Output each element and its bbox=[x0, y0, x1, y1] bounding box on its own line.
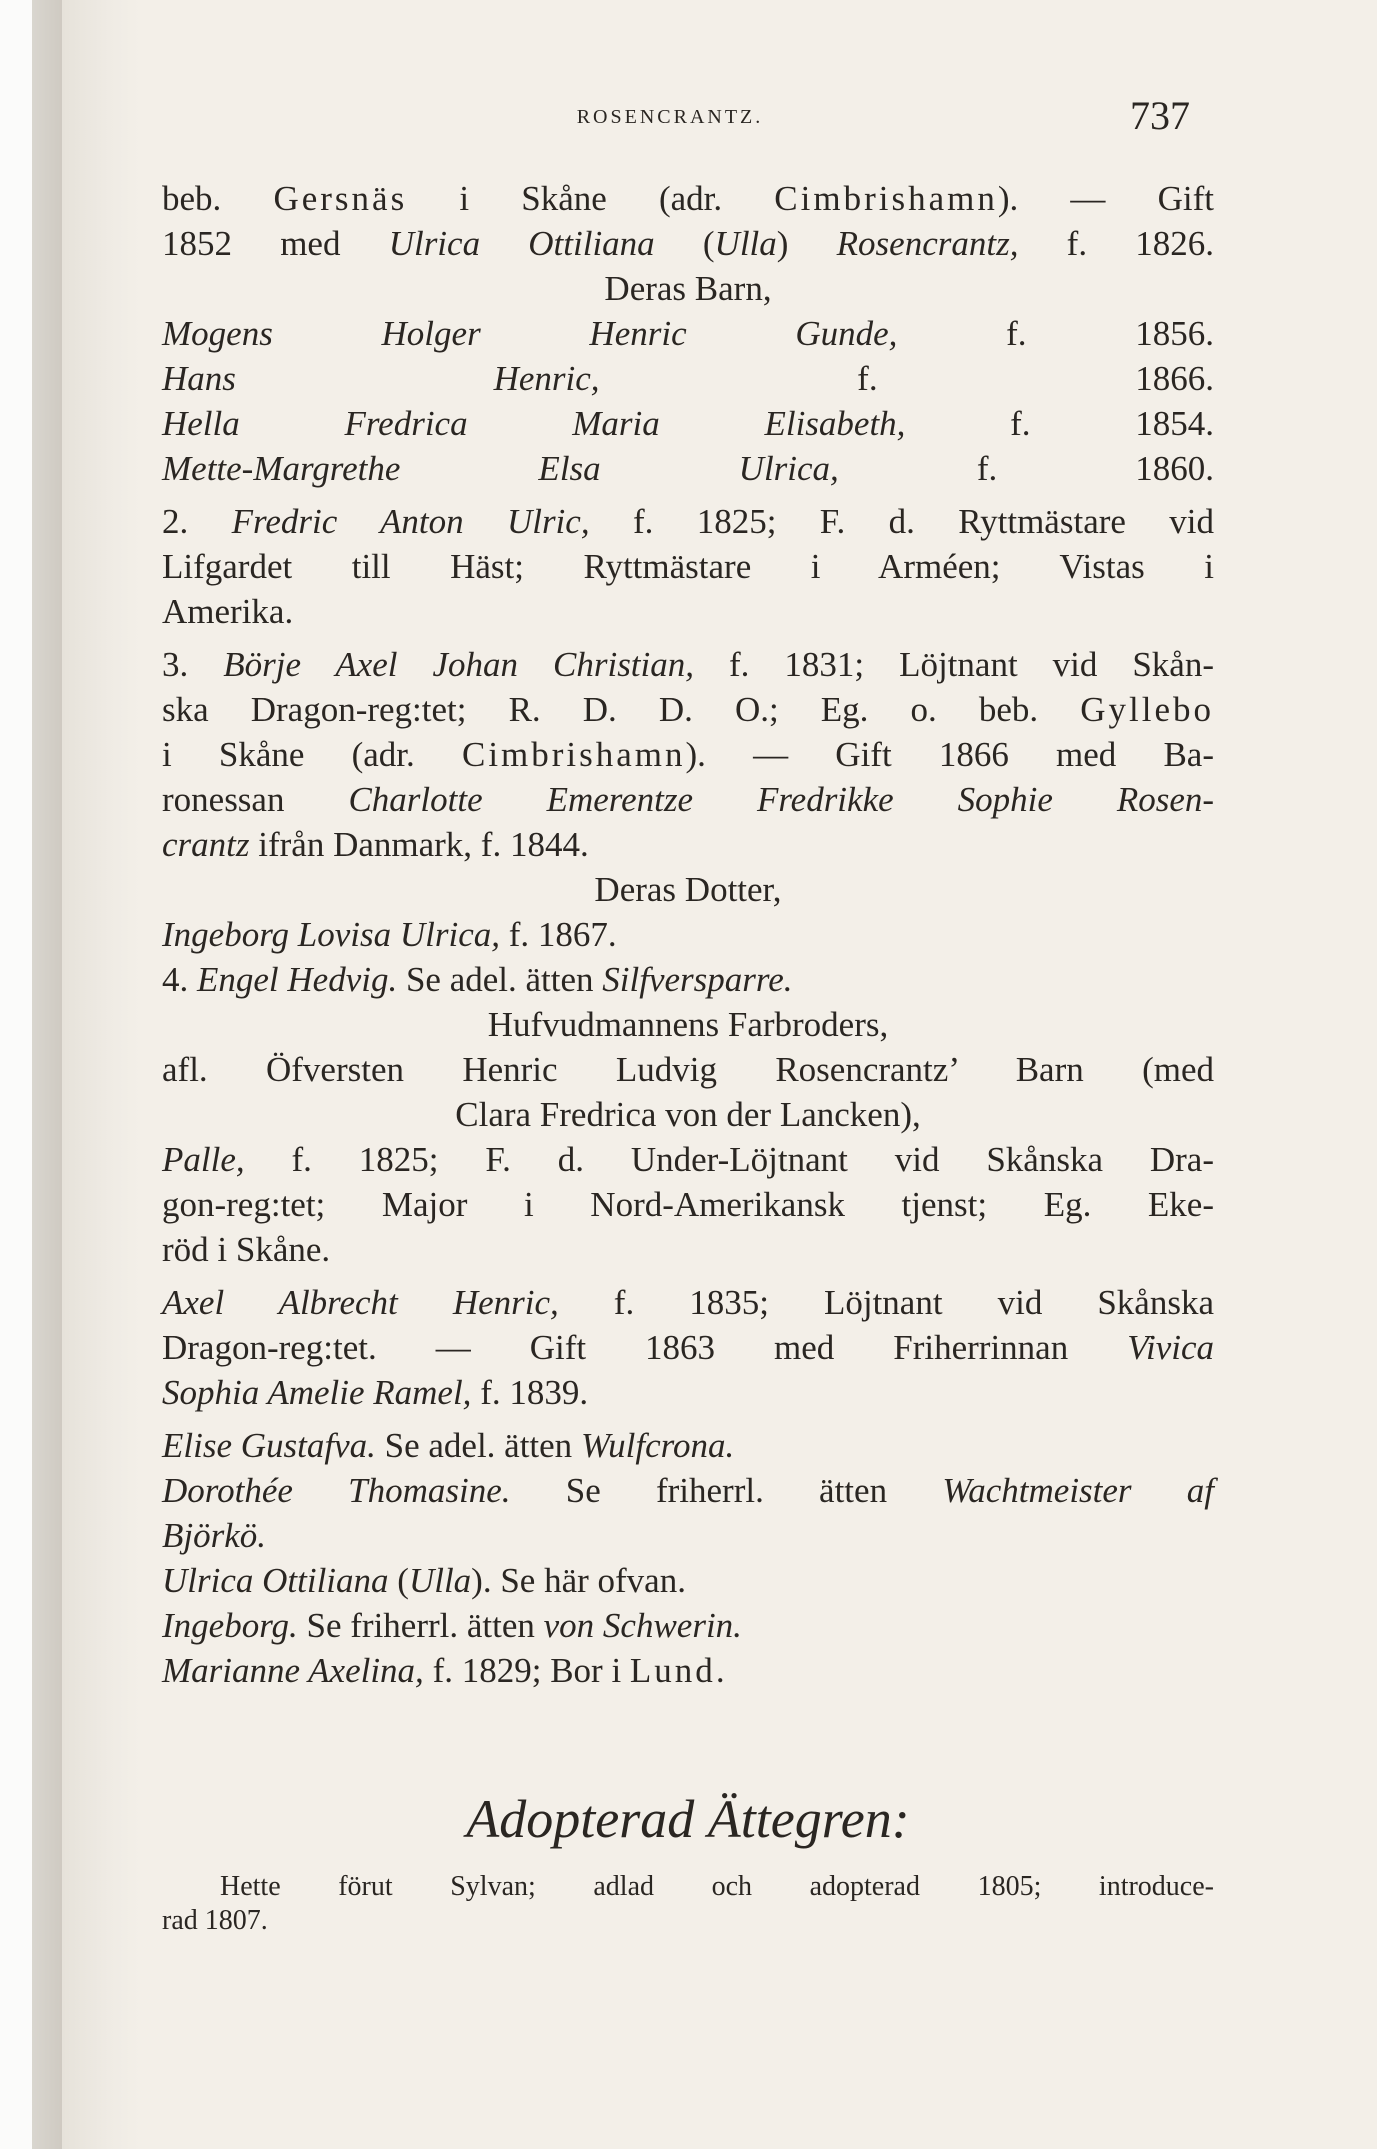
text-run: f. 1854. bbox=[905, 404, 1214, 443]
text-line bbox=[162, 957, 1214, 1002]
text-run: f. 1835; Löjtnant vid Skånska bbox=[558, 1283, 1214, 1322]
line-gap bbox=[162, 491, 1214, 499]
text-run: f. 1860. bbox=[838, 449, 1214, 488]
text-run: ). Se här ofvan. bbox=[471, 1561, 686, 1600]
text-line bbox=[162, 221, 1214, 266]
text-run: Se friherrl. ätten bbox=[510, 1471, 943, 1510]
text-line bbox=[162, 822, 1214, 867]
text-run: ska Dragon-reg:tet; R. D. D. O.; Eg. o. beb. bbox=[162, 690, 1081, 729]
line-gap bbox=[162, 1272, 1214, 1280]
text-line bbox=[162, 589, 1214, 634]
italic-name: Björkö. bbox=[162, 1516, 267, 1555]
italic-name: Elise Gustafva. bbox=[162, 1426, 376, 1465]
text-run: Amerika. bbox=[162, 592, 294, 631]
subheading-line bbox=[162, 266, 1214, 311]
line-gap bbox=[162, 1415, 1214, 1423]
text-run: ). — Gift bbox=[997, 179, 1214, 218]
italic-name: Mogens Holger Henric Gunde, bbox=[162, 314, 898, 353]
text-run: gon-reg:tet; Major i Nord-Amerikansk tjenst; Eg. Eke- bbox=[162, 1185, 1214, 1224]
text-run: f. 1856. bbox=[897, 314, 1215, 353]
italic-name: Palle, bbox=[162, 1140, 245, 1179]
text-line bbox=[162, 642, 1214, 687]
footnote-line: rad 1807. bbox=[162, 1905, 268, 1936]
text-line bbox=[162, 1182, 1214, 1227]
text-line bbox=[162, 356, 1214, 401]
italic-name: Ulrica Ottiliana bbox=[388, 224, 655, 263]
text-line bbox=[162, 1280, 1214, 1325]
text-line bbox=[162, 1603, 1214, 1648]
text-line bbox=[162, 1468, 1214, 1513]
text-run: ( bbox=[654, 224, 715, 263]
italic-name: Börje Axel Johan Christian, bbox=[223, 645, 695, 684]
subheading-line bbox=[162, 867, 1214, 912]
text-line bbox=[162, 1648, 1214, 1693]
text-run: i Skåne (adr. bbox=[407, 179, 775, 218]
text-line bbox=[162, 687, 1214, 732]
line-gap bbox=[162, 634, 1214, 642]
italic-name: Axel Albrecht Henric, bbox=[162, 1283, 559, 1322]
text-run: f. 1826. bbox=[1018, 224, 1215, 263]
text-run: Dragon-reg:tet. — Gift 1863 med Friherrinnan bbox=[162, 1328, 1128, 1367]
italic-name: Silfversparre. bbox=[602, 960, 793, 999]
italic-name: Fredric Anton Ulric, bbox=[231, 502, 590, 541]
page-margin bbox=[0, 0, 32, 2149]
gutter-shadow bbox=[62, 0, 140, 2149]
text-run: Hufvudmannens Farbroders, bbox=[487, 1005, 889, 1044]
text-run: f. 1831; Löjtnant vid Skån- bbox=[694, 645, 1214, 684]
text-run: ifrån Danmark, f. 1844. bbox=[249, 825, 589, 864]
italic-name: Engel Hedvig. bbox=[197, 960, 398, 999]
spaced-place-name: Gersnäs bbox=[273, 179, 408, 218]
text-run: i Skåne (adr. bbox=[162, 735, 462, 774]
italic-name: Ulla bbox=[714, 224, 777, 263]
text-run: ). — Gift 1866 med Ba- bbox=[685, 735, 1214, 774]
text-line bbox=[162, 1227, 1214, 1272]
text-run: Se friherrl. ätten bbox=[297, 1606, 544, 1645]
text-line bbox=[162, 311, 1214, 356]
text-run: . bbox=[715, 1651, 725, 1690]
spaced-place-name: Cimbrishamn bbox=[461, 735, 686, 774]
text-line bbox=[162, 176, 1214, 221]
text-line bbox=[162, 544, 1214, 589]
text-run: 4. bbox=[162, 960, 197, 999]
text-line bbox=[162, 1047, 1214, 1092]
text-line bbox=[162, 1370, 1214, 1415]
spaced-place-name: Cimbrishamn bbox=[774, 179, 998, 218]
text-run: afl. Öfversten Henric Ludvig Rosencrantz’ Barn (med bbox=[162, 1050, 1214, 1089]
italic-name: Ulla bbox=[408, 1561, 472, 1600]
footnote-line: Hette förut Sylvan; adlad och adopterad 1805; introduce- bbox=[220, 1871, 1214, 1902]
text-run: f. 1839. bbox=[471, 1373, 589, 1412]
text-run: f. 1825; F. d. Under-Löjtnant vid Skånska Dra- bbox=[244, 1140, 1214, 1179]
footnote bbox=[162, 1870, 1214, 1938]
text-line bbox=[162, 499, 1214, 544]
italic-name: Ulrica Ottiliana bbox=[162, 1561, 389, 1600]
text-line bbox=[162, 1558, 1214, 1603]
spaced-place-name: Gyllebo bbox=[1080, 690, 1214, 729]
text-run: 3. bbox=[162, 645, 224, 684]
italic-name: Charlotte Emerentze Fredrikke Sophie Rosen- bbox=[348, 780, 1215, 819]
italic-name: Marianne Axelina, bbox=[162, 1651, 424, 1690]
text-line bbox=[162, 401, 1214, 446]
italic-name: von Schwerin. bbox=[543, 1606, 742, 1645]
italic-name: Wachtmeister af bbox=[942, 1471, 1215, 1510]
text-line bbox=[162, 1325, 1214, 1370]
text-line bbox=[162, 777, 1214, 822]
text-run: 1852 med bbox=[162, 224, 389, 263]
italic-name: crantz bbox=[162, 825, 250, 864]
text-run: Deras Barn, bbox=[604, 269, 772, 308]
text-run: Se adel. ätten bbox=[397, 960, 603, 999]
italic-name: Rosencrantz, bbox=[836, 224, 1019, 263]
body-text bbox=[162, 176, 1214, 1693]
text-line bbox=[162, 912, 1214, 957]
subheading-line bbox=[162, 1002, 1214, 1047]
text-run: Lifgardet till Häst; Ryttmästare i Arméen; Vistas i bbox=[162, 547, 1214, 586]
text-run: Se adel. ätten bbox=[375, 1426, 581, 1465]
book-gutter bbox=[32, 0, 62, 2149]
text-run: beb. bbox=[162, 179, 274, 218]
running-head: ROSENCRANTZ. bbox=[576, 106, 764, 128]
italic-name: Wulfcrona. bbox=[580, 1426, 735, 1465]
text-run: f. 1825; F. d. Ryttmästare vid bbox=[589, 502, 1215, 541]
text-line bbox=[162, 446, 1214, 491]
text-run: ronessan bbox=[162, 780, 349, 819]
subheading-line bbox=[162, 1092, 1214, 1137]
italic-name: Ingeborg. bbox=[162, 1606, 298, 1645]
text-line bbox=[162, 1513, 1214, 1558]
italic-name: Dorothée Thomasine. bbox=[162, 1471, 511, 1510]
page-header bbox=[0, 92, 1377, 138]
page-number: 737 bbox=[1130, 93, 1190, 138]
italic-name: Hella Fredrica Maria Elisabeth, bbox=[162, 404, 906, 443]
text-run: Clara Fredrica von der Lancken), bbox=[455, 1095, 921, 1134]
spaced-place-name: Lund bbox=[629, 1651, 716, 1690]
italic-name: Ingeborg Lovisa Ulrica, bbox=[162, 915, 500, 954]
text-run: ) bbox=[776, 224, 837, 263]
italic-name: Vivica bbox=[1127, 1328, 1214, 1367]
italic-name: Hans Henric, bbox=[162, 359, 600, 398]
text-run: f. 1829; Bor i bbox=[423, 1651, 630, 1690]
text-line bbox=[162, 732, 1214, 777]
text-run: 2. bbox=[162, 502, 232, 541]
text-run: f. 1866. bbox=[599, 359, 1215, 398]
text-line bbox=[162, 1423, 1214, 1468]
italic-name: Sophia Amelie Ramel, bbox=[162, 1373, 472, 1412]
text-run: ( bbox=[388, 1561, 409, 1600]
text-run: röd i Skåne. bbox=[162, 1230, 331, 1269]
italic-name: Mette-Margrethe Elsa Ulrica, bbox=[162, 449, 839, 488]
text-run: f. 1867. bbox=[500, 915, 617, 954]
section-heading: Adopterad Ättegren: bbox=[466, 1789, 910, 1849]
text-run: Deras Dotter, bbox=[594, 870, 782, 909]
text-line bbox=[162, 1137, 1214, 1182]
